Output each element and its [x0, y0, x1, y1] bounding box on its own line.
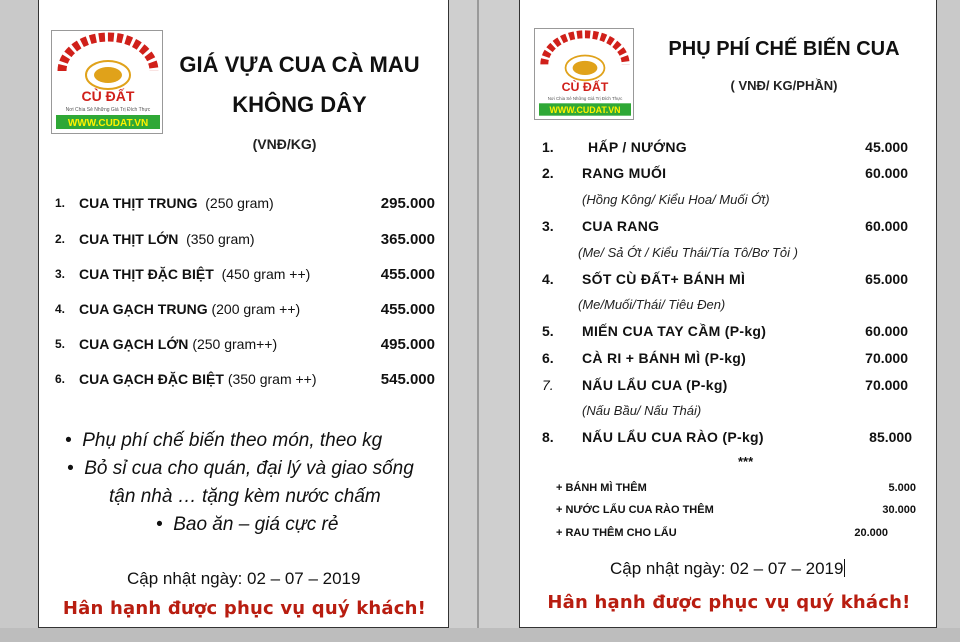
surcharge-row: 2. RANG MUỐI 60.000	[542, 165, 908, 181]
surcharge-row: 1. HẤP / NƯỚNG 45.000	[542, 139, 908, 155]
note-item-continued: tận nhà … tặng kèm nước chấm	[109, 486, 381, 507]
surcharge-row: 4. SỐT CÙ ĐẤT+ BÁNH MÌ 65.000	[542, 271, 908, 287]
update-date: Cập nhật ngày: 02 – 07 – 2019	[127, 569, 361, 588]
item-price: 45.000	[865, 139, 908, 155]
extra-row: + NƯỚC LẨU CUA RÀO THÊM 30.000	[556, 504, 916, 516]
price-unit: (VNĐ/KG)	[252, 136, 317, 152]
surcharge-row: 8. NẤU LẨU CUA RÀO (P-kg) 85.000	[542, 429, 912, 445]
extra-price: 5.000	[888, 482, 916, 494]
item-price: 295.000	[380, 195, 435, 212]
price-row: 3. CUA THỊT ĐẶC BIỆT (450 gram ++) 455.000	[55, 266, 435, 283]
item-name: CUA THỊT LỚN (350 gram)	[79, 231, 255, 247]
thank-you-text: Hân hạnh được phục vụ quý khách!	[547, 592, 911, 613]
svg-text:WWW.CUDAT.VN: WWW.CUDAT.VN	[67, 118, 149, 129]
workspace-margin-left	[0, 0, 38, 642]
item-name: CUA GẠCH ĐẶC BIỆT (350 gram ++)	[79, 371, 317, 387]
item-price: 70.000	[865, 350, 908, 366]
price-row: 4. CUA GẠCH TRUNG (200 gram ++) 455.000	[55, 301, 435, 318]
item-name: CUA RANG	[582, 218, 660, 234]
svg-text:Nơi Chia Sẻ Những Giá Trị Đích: Nơi Chia Sẻ Những Giá Trị Đích Thực	[65, 107, 151, 113]
extra-price: 30.000	[882, 504, 916, 516]
surcharge-row: 7. NẤU LẨU CUA (P-kg) 70.000	[542, 377, 908, 393]
item-price: 545.000	[380, 371, 435, 388]
surcharge-row: 6. CÀ RI + BÁNH MÌ (P-kg) 70.000	[542, 350, 908, 366]
item-name: NẤU LẨU CUA RÀO (P-kg)	[582, 429, 764, 445]
price-row: 6. CUA GẠCH ĐẶC BIỆT (350 gram ++) 545.000	[55, 371, 435, 388]
item-variants: (Hồng Kông/ Kiểu Hoa/ Muối Ớt)	[582, 192, 770, 207]
item-price: 70.000	[865, 377, 908, 393]
extra-row: + BÁNH MÌ THÊM 5.000	[556, 482, 916, 494]
item-name: CUA THỊT ĐẶC BIỆT (450 gram ++)	[79, 266, 311, 282]
item-price: 60.000	[865, 218, 908, 234]
separator-stars: ***	[738, 454, 754, 469]
price-row: 1. CUA THỊT TRUNG (250 gram) 295.000	[55, 195, 435, 212]
item-name: HẤP / NƯỚNG	[588, 139, 687, 155]
item-name: CUA GẠCH LỚN (250 gram++)	[79, 336, 278, 352]
item-name: NẤU LẨU CUA (P-kg)	[582, 377, 728, 393]
svg-text:CÙ ĐẤT: CÙ ĐẤT	[81, 88, 135, 104]
note-item: • Bỏ sỉ cua cho quán, đại lý và giao sống	[67, 458, 414, 479]
workspace-margin-right	[937, 0, 960, 642]
note-item: • Phụ phí chế biến theo món, theo kg	[65, 430, 383, 451]
item-name: MIẾN CUA TAY CẦM (P-kg)	[582, 323, 767, 339]
item-price: 85.000	[869, 429, 912, 445]
item-price: 65.000	[865, 271, 908, 287]
item-variants: (Me/Muối/Thái/ Tiêu Đen)	[578, 297, 726, 312]
extra-row: + RAU THÊM CHO LẨU 20.000	[556, 527, 888, 539]
item-price: 60.000	[865, 165, 908, 181]
item-name: RANG MUỐI	[582, 165, 667, 181]
item-price: 455.000	[380, 301, 435, 318]
right-page	[519, 0, 937, 628]
item-price: 495.000	[380, 336, 435, 353]
price-title-line2: KHÔNG DÂY	[232, 92, 367, 117]
left-page	[38, 0, 449, 628]
surcharge-title: PHỤ PHÍ CHẾ BIẾN CUA	[668, 38, 900, 60]
item-name: CÀ RI + BÁNH MÌ (P-kg)	[582, 350, 747, 366]
note-item: • Bao ăn – giá cực rẻ	[156, 514, 339, 535]
surcharge-unit: ( VNĐ/ KG/PHẦN)	[730, 78, 838, 93]
update-date: Cập nhật ngày: 02 – 07 – 2019	[610, 559, 844, 578]
cudat-logo-left	[51, 30, 163, 134]
page-gap	[449, 0, 519, 642]
svg-text:CÙ ĐẤT: CÙ ĐẤT	[561, 79, 609, 94]
surcharge-row: 5. MIẾN CUA TAY CẦM (P-kg) 60.000	[542, 323, 908, 339]
item-variants: (Nấu Bầu/ Nấu Thái)	[582, 403, 702, 418]
item-name: CUA THỊT TRUNG (250 gram)	[79, 195, 274, 211]
cudat-logo-right	[534, 28, 634, 120]
item-name: CUA GẠCH TRUNG (200 gram ++)	[79, 301, 301, 317]
surcharge-row: 3. CUA RANG 60.000	[542, 218, 908, 234]
svg-text:WWW.CUDAT.VN: WWW.CUDAT.VN	[549, 105, 621, 116]
price-title-line1: GIÁ VỰA CUA CÀ MAU	[179, 52, 420, 77]
extra-price: 20.000	[854, 527, 888, 539]
price-row: 5. CUA GẠCH LỚN (250 gram++) 495.000	[55, 336, 435, 353]
item-price: 455.000	[380, 266, 435, 283]
svg-text:Nơi Chia Sẻ Những Giá Trị Đích: Nơi Chia Sẻ Những Giá Trị Đích Thực	[547, 95, 623, 101]
item-price: 365.000	[380, 231, 435, 248]
text-cursor	[844, 559, 845, 577]
item-price: 60.000	[865, 323, 908, 339]
price-row: 2. CUA THỊT LỚN (350 gram) 365.000	[55, 231, 435, 248]
workspace-bottom	[0, 628, 960, 642]
item-variants: (Me/ Sả Ớt / Kiểu Thái/Tía Tô/Bơ Tỏi )	[578, 245, 798, 260]
thank-you-text: Hân hạnh được phục vụ quý khách!	[62, 598, 427, 619]
item-name: SỐT CÙ ĐẤT+ BÁNH MÌ	[582, 271, 746, 287]
